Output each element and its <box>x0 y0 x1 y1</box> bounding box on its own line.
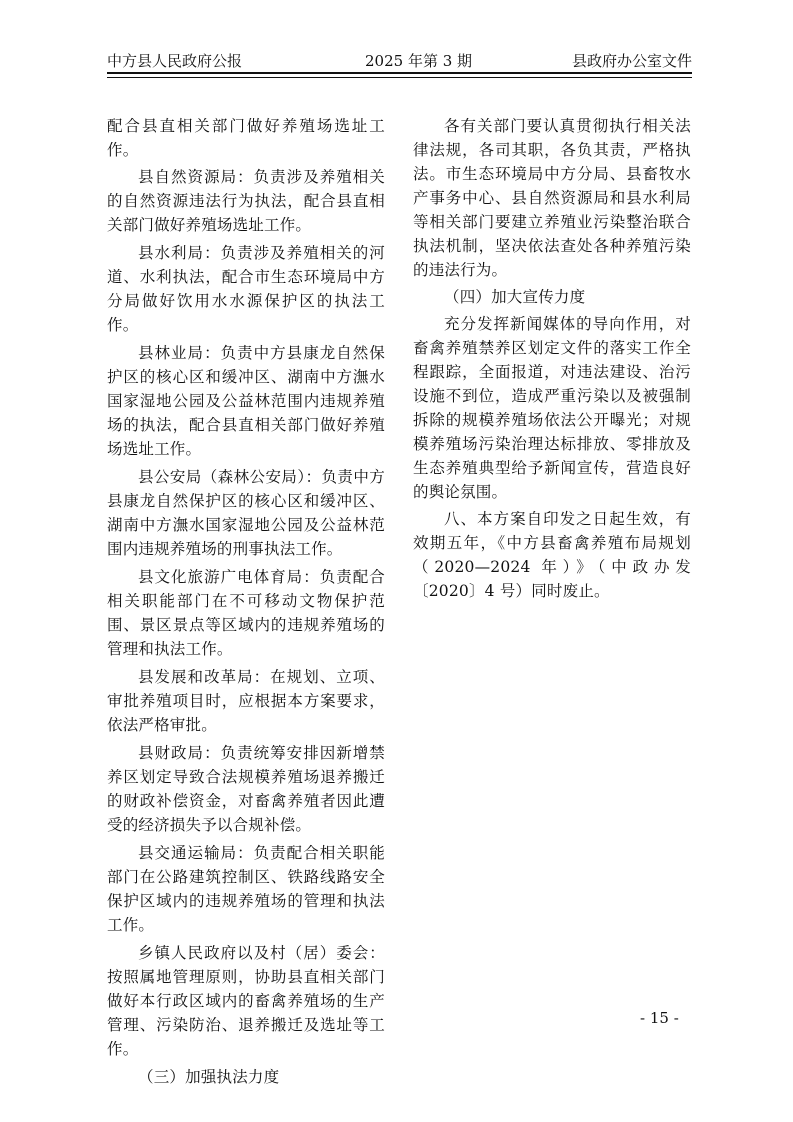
page-number: - 15 - <box>640 1009 679 1027</box>
paragraph: 县公安局（森林公安局）：负责中方县康龙自然保护区的核心区和缓冲区、湖南中方潕水国家湿地公园及公益林范围内违规养殖场的刑事执法工作。 <box>107 468 385 558</box>
paragraph: 充分发挥新闻媒体的导向作用，对畜禽养殖禁养区划定文件的落实工作全程跟踪，全面报道，对违法建设、治污设施不到位，造成严重污染以及被强制拆除的规模养殖场依法公开曝光；对规模养殖场污染治理达标排放、零排放及生态养殖典型给予新闻宣传，营造良好的舆论氛围。 <box>413 315 691 501</box>
paragraph: 县自然资源局：负责涉及养殖相关的自然资源违法行为执法，配合县直相关部门做好养殖场选址工作。 <box>107 168 385 234</box>
paragraph: 县财政局：负责统筹安排因新增禁养区划定导致合法规模养殖场退养搬迁的财政补偿资金，对畜禽养殖者因此遭受的经济损失予以合规补偿。 <box>107 744 385 834</box>
paragraph: 乡镇人民政府以及村（居）委会：按照属地管理原则，协助县直相关部门做好本行政区域内的畜禽养殖场的生产管理、污染防治、退养搬迁及选址等工作。 <box>107 944 385 1058</box>
paragraph: 八、本方案自印发之日起生效，有效期五年，《中方县畜禽养殖布局规划（2020—2024 年）》（中政办发〔2020〕4 号）同时废止。 <box>413 510 691 600</box>
paragraph: 各有关部门要认真贯彻执行相关法律法规，各司其职，各负其责，严格执法。市生态环境局中方分局、县畜牧水产事务中心、县自然资源局和县水利局等相关部门要建立养殖业污染整治联合执法机制，坚决依法查处各种养殖污染的违法行为。 <box>413 117 691 279</box>
header-publication-title: 中方县人民政府公报 <box>107 52 243 70</box>
right-column <box>413 114 691 603</box>
header-document-type: 县政府办公室文件 <box>571 52 692 70</box>
header-issue: 2025 年第 3 期 <box>365 52 473 70</box>
paragraph: 县发展和改革局：在规划、立项、审批养殖项目时，应根据本方案要求，依法严格审批。 <box>107 668 385 734</box>
section-heading: （四）加大宣传力度 <box>444 288 586 306</box>
paragraph: 县林业局：负责中方县康龙自然保护区的核心区和缓冲区、湖南中方潕水国家湿地公园及公益林范围内违规养殖场的执法，配合县直相关部门做好养殖场选址工作。 <box>107 344 385 458</box>
section-heading: （三）加强执法力度 <box>138 1068 280 1086</box>
paragraph: 县文化旅游广电体育局：负责配合相关职能部门在不可移动文物保护范围、景区景点等区域内的违规养殖场的管理和执法工作。 <box>107 568 385 658</box>
page-header <box>107 44 692 74</box>
left-column <box>107 114 385 1089</box>
paragraph: 配合县直相关部门做好养殖场选址工作。 <box>107 117 385 159</box>
paragraph: 县交通运输局：负责配合相关职能部门在公路建筑控制区、铁路线路安全保护区域内的违规养殖场的管理和执法工作。 <box>107 844 385 934</box>
paragraph: 县水利局：负责涉及养殖相关的河道、水利执法，配合市生态环境局中方分局做好饮用水水源保护区的执法工作。 <box>107 244 385 334</box>
